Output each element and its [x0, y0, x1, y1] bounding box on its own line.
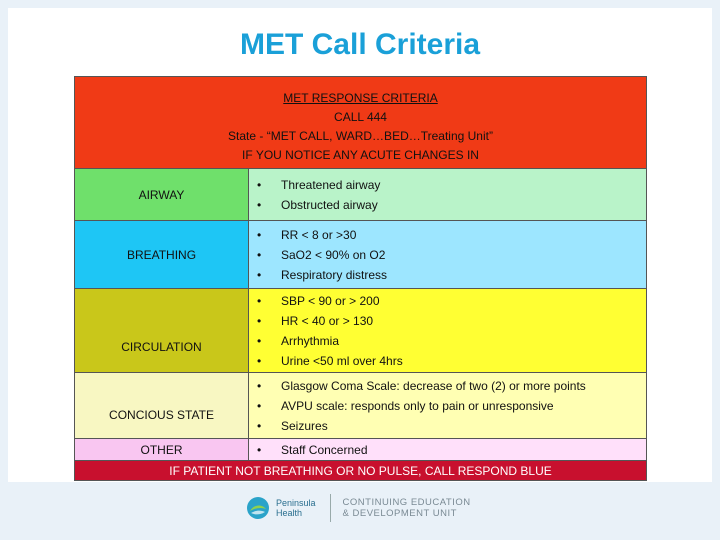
criteria-item: • RR < 8 or >30	[255, 225, 646, 245]
row-category: CONCIOUS STATE	[75, 373, 249, 439]
header-line-4: IF YOU NOTICE ANY ACUTE CHANGES IN	[242, 147, 479, 162]
criteria-item: • HR < 40 or > 130	[255, 311, 646, 331]
table-row	[75, 221, 647, 289]
criteria-item: • Obstructed airway	[255, 195, 646, 215]
row-category: BREATHING	[75, 221, 249, 289]
criteria-item: • SaO2 < 90% on O2	[255, 245, 646, 265]
logo-unit-line-2: & DEVELOPMENT UNIT	[342, 508, 457, 519]
logo-name-line-2: Health	[276, 508, 303, 518]
criteria-item: • AVPU scale: responds only to pain or unresponsive	[255, 396, 646, 416]
page-title: MET Call Criteria	[239, 28, 481, 61]
table-row	[75, 439, 647, 461]
row-category: OTHER	[75, 439, 249, 461]
logo-name-line-1: Peninsula	[276, 498, 316, 508]
criteria-item: • Respiratory distress	[255, 265, 646, 285]
logo-unit-line-1: CONTINUING EDUCATION	[342, 497, 471, 508]
table-row	[75, 373, 647, 439]
table-row	[75, 169, 647, 221]
respond-blue-banner: IF PATIENT NOT BREATHING OR NO PULSE, CALL RESPOND BLUE	[75, 461, 647, 481]
criteria-item: • Threatened airway	[255, 175, 646, 195]
criteria-item: • SBP < 90 or > 200	[255, 291, 646, 311]
header-line-2: CALL 444	[334, 109, 387, 124]
table-row	[75, 289, 647, 373]
criteria-table	[74, 76, 647, 481]
row-category: CIRCULATION	[75, 289, 249, 373]
peninsula-health-logo	[246, 494, 471, 522]
criteria-item: • Arrhythmia	[255, 331, 646, 351]
table-header	[75, 77, 647, 169]
criteria-item: • Glasgow Coma Scale: decrease of two (2) or more points	[255, 376, 646, 396]
logo-divider	[330, 494, 331, 522]
criteria-item: • Staff Concerned	[255, 440, 646, 460]
criteria-item: • Seizures	[255, 416, 646, 436]
criteria-item: • Urine <50 ml over 4hrs	[255, 351, 646, 371]
header-line-3: State - “MET CALL, WARD…BED…Treating Unit”	[228, 128, 493, 143]
header-line-1: MET RESPONSE CRITERIA	[283, 90, 438, 105]
peninsula-health-icon	[246, 496, 270, 520]
row-category: AIRWAY	[75, 169, 249, 221]
